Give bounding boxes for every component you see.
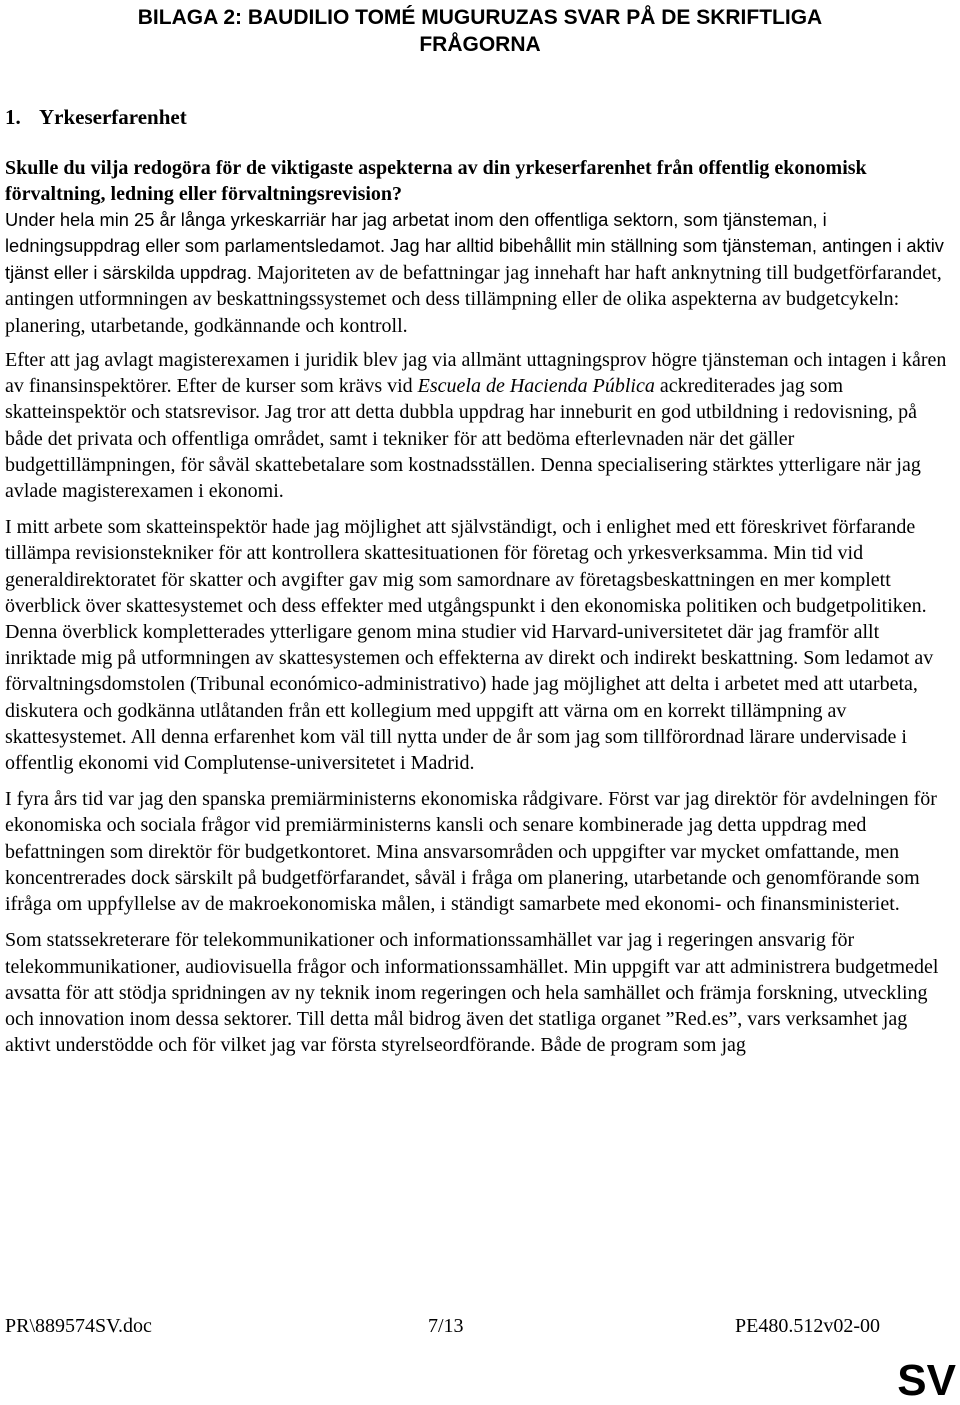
title-line-2: FRÅGORNA (419, 33, 541, 56)
paragraph-2-italic: Escuela de Hacienda Pública (417, 375, 655, 398)
paragraph-4: I fyra års tid var jag den spanska premiärministerns ekonomiska rådgivare. Först var jag direktör för avdelningen för ekonomiska och sociala frågor vid premiärministerns kansli och senare kombinerade jag detta uppdrag med befattningen som direktör för budgetkontoret. Mina ansvarsområden och uppgifter var mycket omfattande, men koncentrerades dock särskilt på budgetförfarandet, såväl i fråga om planering, utarbetande och genomförande som ifråga om uppfyllelse av de makroekonomiska målen, i ständigt samarbete med ekonomi- och finansministeriet. (5, 788, 937, 916)
paragraph-2-b: ackrediterades jag som skatteinspektör och statsrevisor. Jag tror att detta dubbla uppdrag har inneburit en god utbildning i redovisning, på både det privata och offentliga området, samt i tekniker för att bedöma efterlevnaden när det gäller budgettillämpningen, för såväl skattebetalare som kostnadsställen. Denna specialisering stärktes ytterligare när jag avlade magisterexamen i ekonomi. (5, 375, 921, 503)
question-text: Skulle du vilja redogöra för de viktigaste aspekterna av din yrkeserfarenhet från offentlig ekonomisk förvaltning, ledning eller förvaltningsrevision? (5, 157, 867, 205)
title-line-1: BILAGA 2: BAUDILIO TOMÉ MUGURUZAS SVAR PÅ DE SKRIFTLIGA (137, 6, 823, 29)
section-number: 1. (5, 105, 21, 129)
section-heading (5, 104, 953, 131)
paragraph-2-a: Efter att jag avlagt magisterexamen i juridik blev jag via allmänt uttagningsprov högre tjänsteman och intagen i kåren av finansinspektörer. Efter de kurser som krävs vid (5, 349, 947, 398)
paragraph-2 (5, 347, 953, 504)
footer-page-number: 7/13 (428, 1315, 464, 1337)
paragraph-3: I mitt arbete som skatteinspektör hade jag möjlighet att självständigt, och i enlighet med ett föreskrivet förfarande tillämpa revisionstekniker för att kontrollera skattesituationen för företag och yrkesverksamma. Min tid vid generaldirektoratet för skatter och avgifter gav mig som samordnare av företagsbeskattningen en mer komplett överblick över skattesystemet och dess effekter med utgångspunkt i den ekonomiska politiken och budgetpolitiken. Denna överblick kompletterades ytterligare genom mina studier vid Harvard-universitetet där jag framför allt inriktade mig på utformningen av skattesystemen och effekterna av direkt och indirekt beskattning. Som ledamot av förvaltningsdomstolen (Tribunal económico-administrativo) hade jag möjlighet att delta i arbetet med att utarbeta, diskutera och godkänna utlåtanden från ett kollegium med uppgift att värna om en korrekt tillämpning av skattesystemet. All denna erfarenhet kom väl till nytta under de år som jag som tillförordnad lärare undervisade i offentlig ekonomi vid Complutense-universitetet i Madrid. (5, 516, 934, 775)
paragraph-1-serif: Majoriteten av de befattningar jag innehaft har haft anknytning till budgetförfarandet, antingen utformningen av beskattningssystemet och dess tillämpning eller de olika aspekterna av budgetcykeln: planering, utarbetande, godkännande och kontroll. (5, 261, 942, 337)
footer-pe-ref: PE480.512v02-00 (735, 1315, 880, 1337)
section-title: Yrkeserfarenhet (39, 105, 187, 129)
language-code: SV (897, 1356, 956, 1405)
paragraph-1 (5, 207, 953, 339)
paragraph-5: Som statssekreterare för telekommunikationer och informationssamhället var jag i regeringen ansvarig för telekommunikationer, audiovisuella frågor och informationssamhället. Min uppgift var att administrera budgetmedel avsatta för att stödja spridningen av ny teknik inom regeringen och hela samhället och främja forskning, utveckling och innovation inom dessa sektorer. Till detta mål bidrog även det statliga organet ”Red.es”, vars verksamhet jag aktivt understödde och för vilket jag var första styrelseordförande. Både de program som jag (5, 929, 939, 1057)
footer-doc-ref: PR\889574SV.doc (5, 1315, 152, 1337)
paragraph-1-sans: Under hela min 25 år långa yrkeskarriär har jag arbetat inom den offentliga sektorn, som tjänsteman, i ledningsuppdrag eller som parlamentsledamot. Jag har alltid bibehållit min ställning som tjänsteman, antingen i aktiv tjänst eller i särskilda uppdrag. (5, 209, 944, 283)
document-body (5, 104, 953, 1068)
document-title (0, 4, 960, 58)
